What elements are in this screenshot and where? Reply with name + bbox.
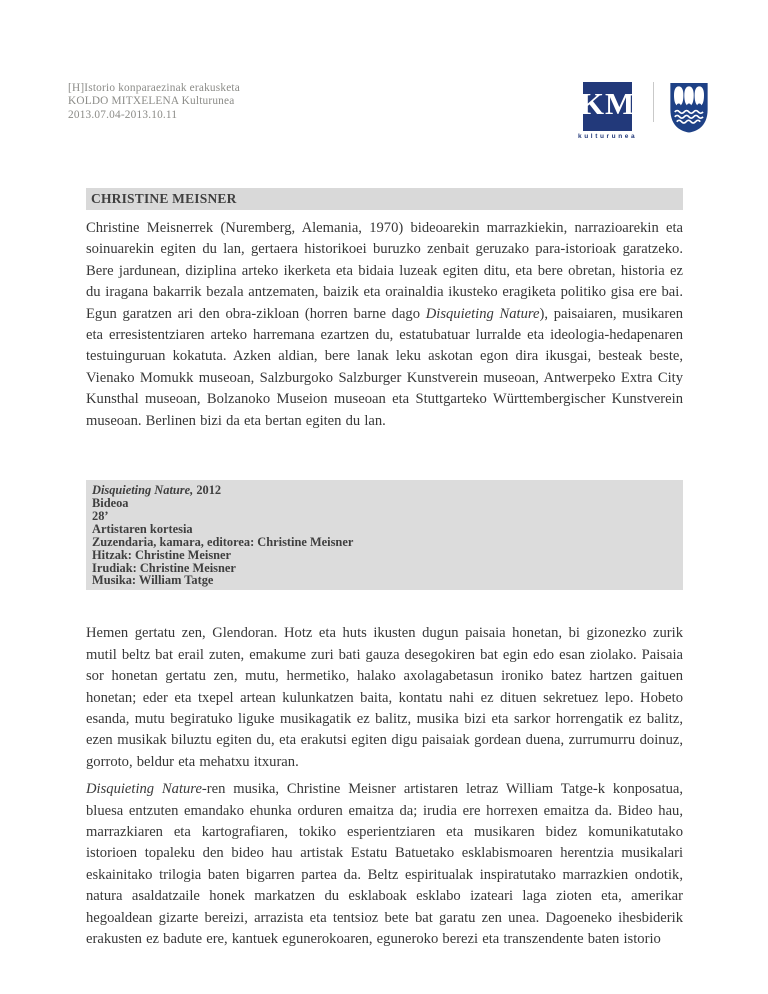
artwork-info-box bbox=[86, 480, 683, 590]
km-logo-text: KM bbox=[579, 85, 636, 121]
exhibition-dates: 2013.07.04-2013.10.11 bbox=[68, 108, 178, 121]
artwork-credits-music: Musika: William Tatge bbox=[92, 573, 214, 588]
exhibition-title: [H]Istorio konparaezinak erakusketa bbox=[68, 82, 240, 94]
music-paragraph: Disquieting Nature-ren musika, Christine Meisner artistaren letraz William Tatge-k konposatua, bluesa entzuten emandako ehunka orduren emaitza da; irudia ere horrexen emaitza da. Bideo hau, marrazkiaren eta kartografiaren, tokiko esperientziaren eta musikaren bidez komunikatutako istorioen topaleku den bideo hau artistak Estatu Batuetako esklabismoaren herentzia musikalari eskainitako trilogia baten bigarren partea da. Beltz espiritualak inspiratutako marrazkien ondotik, natura asaldatzaile honek markatzen du esklaboak esklabo izateari laga zioten eta, amerikar hegoaldean gizarte bereizi, arrazista eta tentsioz bete bat garatu zen unea. Dagoeneko ihesbiderik erakusten ez badute ere, kantuek egunerokoaren, eguneroko berezi eta transzendente baten istorio bbox=[86, 781, 683, 947]
km-logo-subtext: kulturunea bbox=[578, 133, 638, 140]
document-header bbox=[68, 82, 240, 122]
narrative-paragraph: Hemen gertatu zen, Glendoran. Hotz eta huts ikusten dugun paisaia honetan, bi gizonezko zurik mutil beltz bat erail zuten, emakume zuri bati gauza desegokiren bat egin edo esan ziolako. Paisaia sor honetan gertatu zen, mutu, hermetiko, halako axolagabetasun ironiko batez hartzen gaituen honetan; eder eta txepel artean kulunkatzen baita, kontatu nahi ez dituen sekretuez lepo. Hobeto esanda, mutu begiratuko liguke musikagatik ez balitz, musika bizi eta sarkor horrengatik ez balitz, ezen musikak biluztu egiten du, eta erakutsi egiten digu paisaiak gordean duena, zurrumurru doinuz, gorroto, beldur eta mehatxu itxuran. bbox=[86, 625, 683, 770]
artwork-title-year: Disquieting Nature, 2012 bbox=[92, 483, 222, 498]
km-kulturunea-logo bbox=[578, 82, 637, 140]
km-logo-square bbox=[579, 82, 636, 131]
venue-name: KOLDO MITXELENA Kulturunea bbox=[68, 95, 235, 108]
artwork-duration: 28’ bbox=[92, 508, 109, 523]
artwork-credits-director: Zuzendaria, kamara, editorea: Christine Meisner bbox=[92, 534, 354, 549]
section-title-bar bbox=[86, 188, 683, 210]
artwork-courtesy: Artistaren kortesia bbox=[92, 521, 193, 536]
document-body bbox=[86, 188, 683, 950]
artist-name-heading: CHRISTINE MEISNER bbox=[91, 191, 237, 206]
logo-divider bbox=[653, 82, 654, 122]
artwork-medium: Bideoa bbox=[92, 495, 129, 510]
artwork-credits-words: Hitzak: Christine Meisner bbox=[92, 547, 232, 562]
artwork-credits-images: Irudiak: Christine Meisner bbox=[92, 560, 236, 575]
logo-block bbox=[578, 82, 709, 140]
artist-bio-paragraph: Christine Meisnerrek (Nuremberg, Alemania, 1970) bideoarekin marrazkiekin, narrazioarekin eta soinuarekin egiten du lan, gertaera historikoei buruzko zenbait geruzako para-istorioak garatzeko. Bere jardunean, diziplina arteko ikerketa eta bidaia luzeak egiten ditu, eta bere obretan, historia ez du iragana bakarrik bezala antzematen, baizik eta orainaldia ikusteko eragiketa politiko gisa ere bai. Egun garatzen ari den obra-zikloan (horren barne dago Disquieting Nature), paisaiaren, musikaren eta erresistentziaren arteko harremana ezartzen du, estatubatuar lurralde eta ideologia-hedapenaren testuinguruan kokatuta. Azken aldian, bere lanak leku askotan egon dira ikusgai, besteak beste, Vienako Momukk museoan, Salzburgoko Salzburger Kunstverein museoan, Antwerpeko Extra City Kunsthal museoan, Bolzanoko Museion museoan eta Stuttgarteko Württembergischer Kunstverein museoan. Berlinen bizi da eta bertan egiten du lan. bbox=[86, 220, 684, 429]
gipuzkoa-shield-icon bbox=[669, 82, 709, 133]
